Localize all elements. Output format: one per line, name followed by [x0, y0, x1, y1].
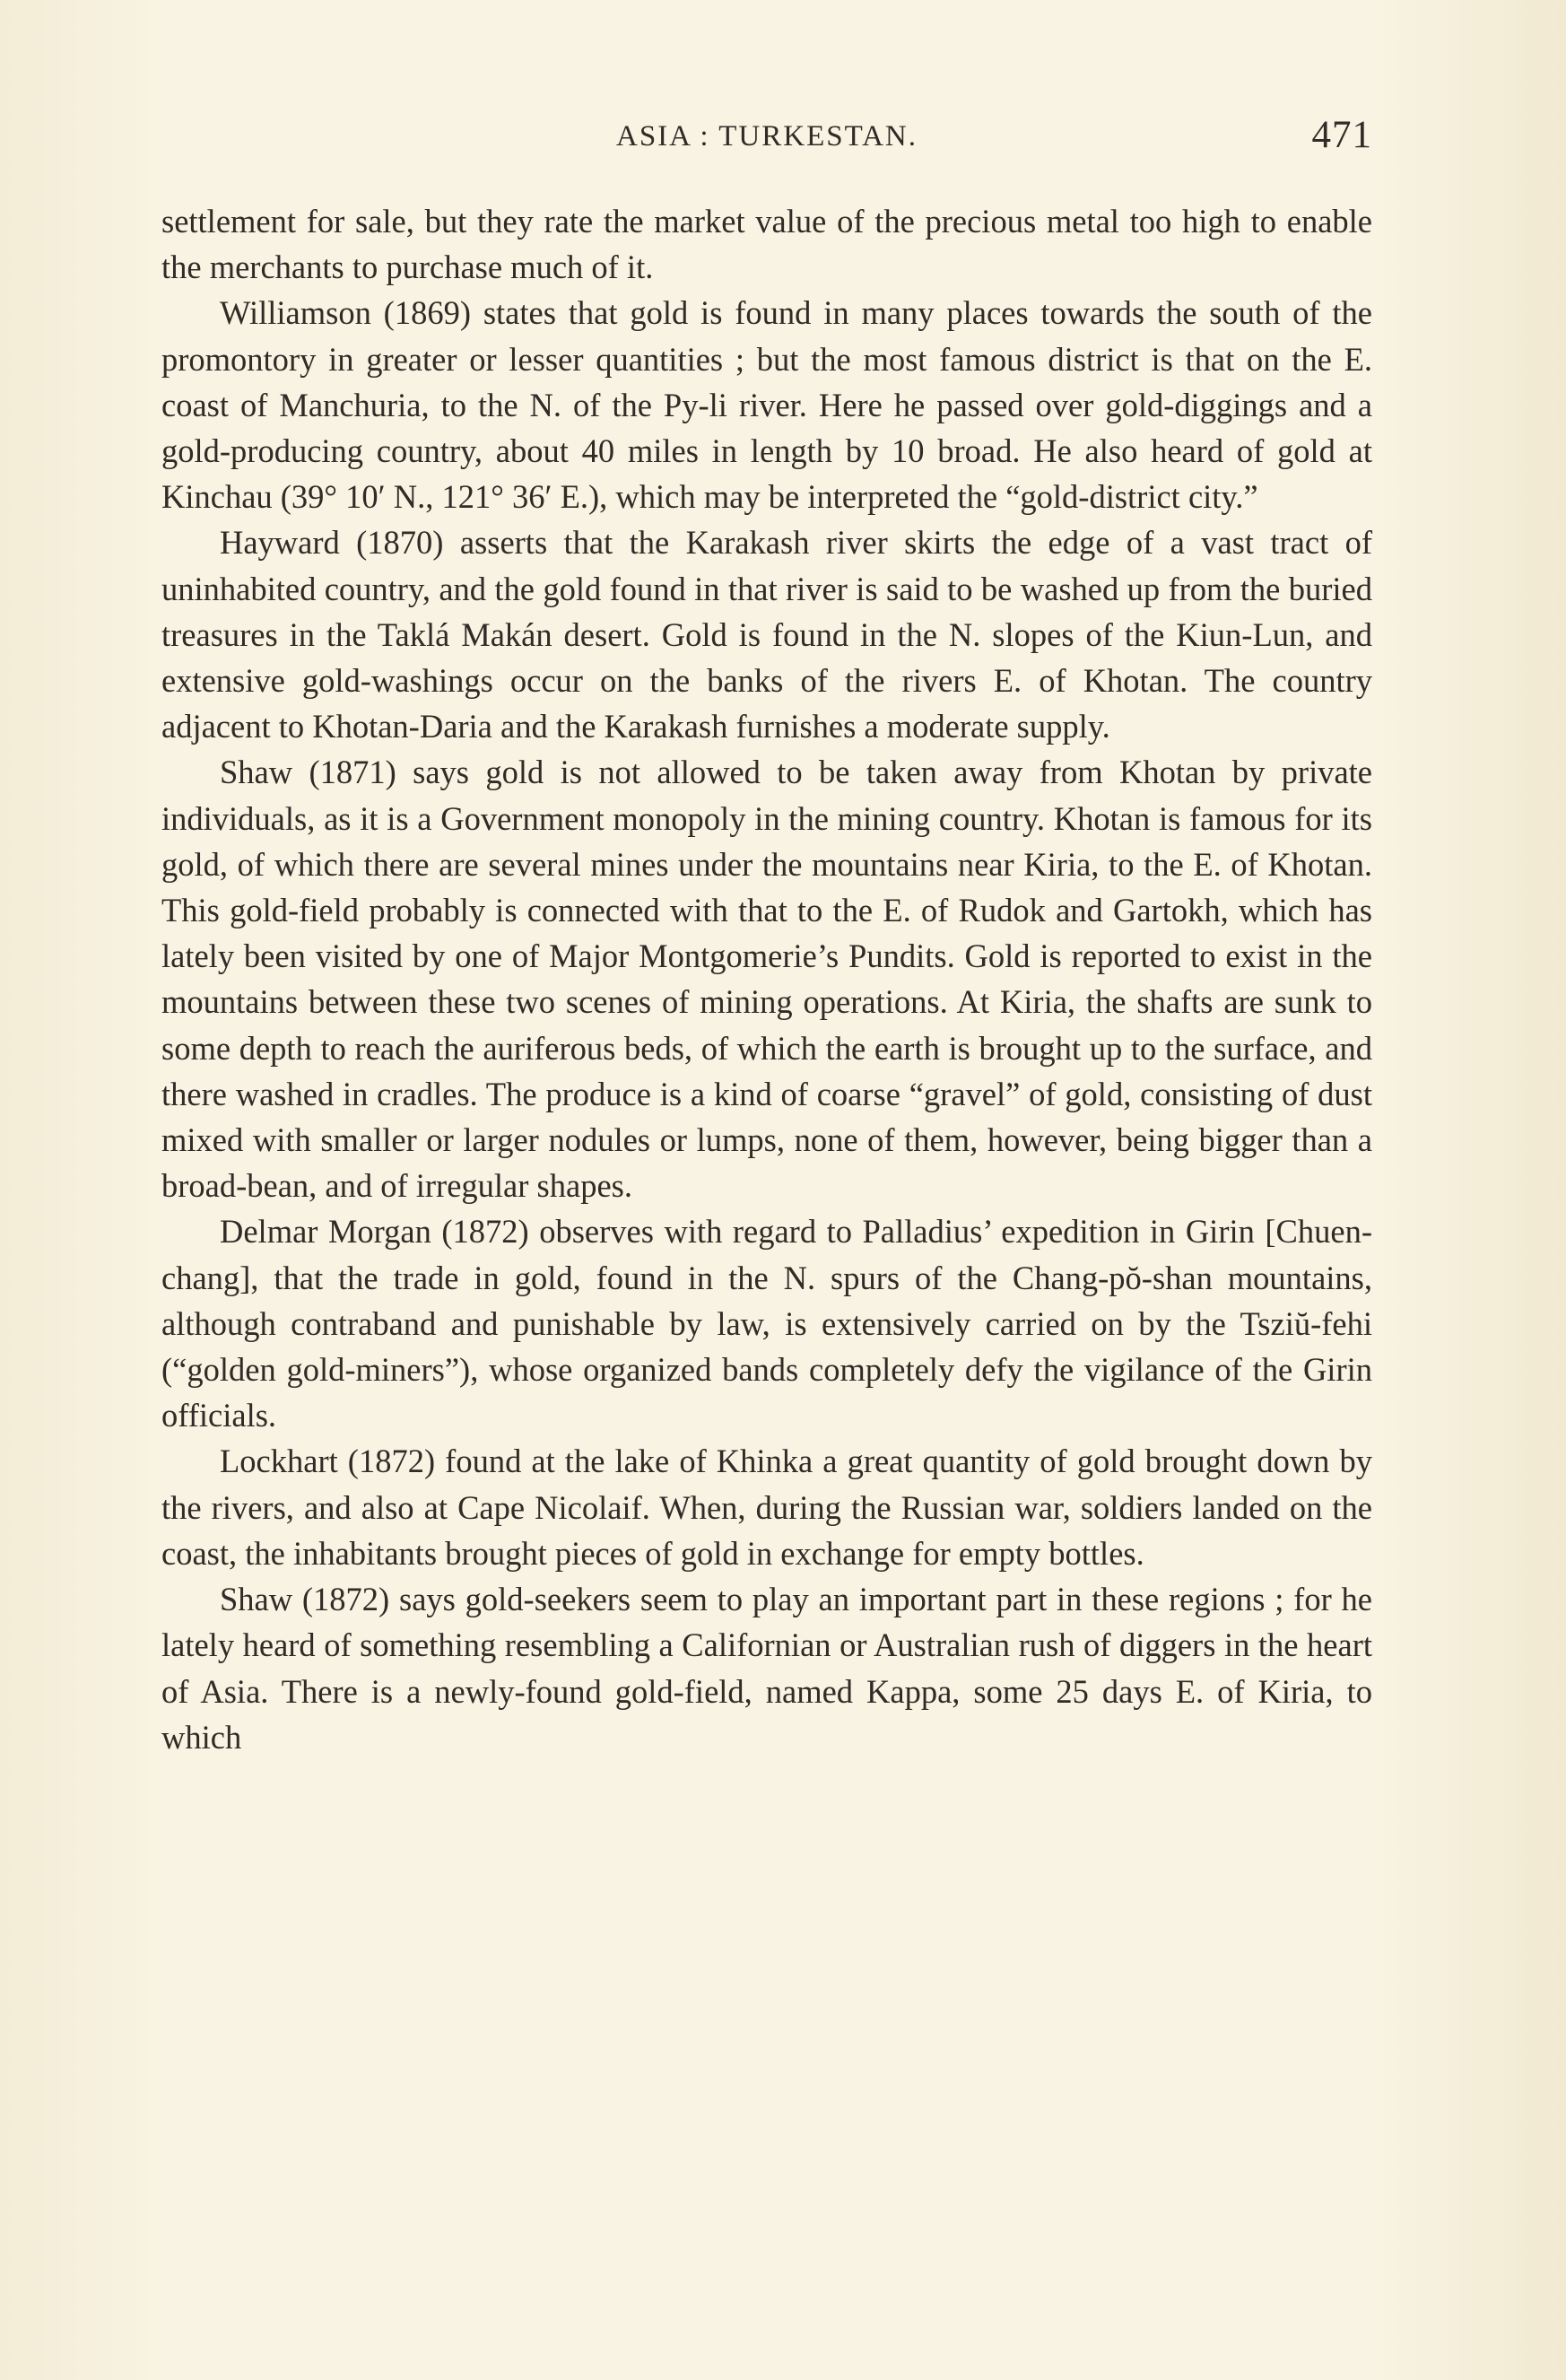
paragraph-shaw-1872: Shaw (1872) says gold-seekers seem to play an important part in these regions ; for he lately heard of something resembling a Californian or Australian rush of diggers in the heart of Asia. There is a newly-found gold-field, named Kappa, some 25 days E. of Kiria, to which	[161, 1581, 1372, 1756]
running-head	[161, 113, 1372, 167]
body-text	[161, 198, 1372, 1760]
running-title: ASIA : TURKESTAN.	[615, 120, 918, 153]
paragraph-williamson: Williamson (1869) states that gold is found in many places towards the south of the promontory in greater or lesser quantities ; but the most famous district is that on the E. coast of Manchuria, to the N. of the Py-li river. Here he passed over gold-diggings and a gold-producing country, about 40 miles in length by 10 broad. He also heard of gold at Kinchau (39° 10′ N., 121° 36′ E.), which may be interpreted the “gold-district city.”	[161, 294, 1372, 516]
paragraph-lockhart: Lockhart (1872) found at the lake of Khinka a great quantity of gold brought down by the rivers, and also at Cape Nicolaif. When, during the Russian war, soldiers landed on the coast, the inhabitants brought pieces of gold in exchange for empty bottles.	[161, 1443, 1372, 1572]
paragraph-continuation: settlement for sale, but they rate the market value of the precious metal too high to enable the merchants to purchase much of it.	[161, 203, 1372, 286]
page-number: 471	[1311, 114, 1372, 156]
paragraph-shaw-1871: Shaw (1871) says gold is not allowed to be taken away from Khotan by private individuals, as it is a Government monopoly in the mining country. Khotan is famous for its gold, of which there are several mines under the mountains near Kiria, to the E. of Khotan. This gold-field probably is connected with that to the E. of Rudok and Gartokh, which has lately been visited by one of Major Montgomerie’s Pundits. Gold is reported to exist in the mountains between these two scenes of mining operations. At Kiria, the shafts are sunk to some depth to reach the auriferous beds, of which the earth is brought up to the surface, and there washed in cradles. The produce is a kind of coarse “gravel” of gold, consisting of dust mixed with smaller or larger nodules or lumps, none of them, however, being bigger than a broad-bean, and of irregular shapes.	[161, 754, 1372, 1205]
paragraph-hayward: Hayward (1870) asserts that the Karakash river skirts the edge of a vast tract of uninhabited country, and the gold found in that river is said to be washed up from the buried treasures in the Taklá Makán desert. Gold is found in the N. slopes of the Kiun-Lun, and extensive gold-washings occur on the banks of the rivers E. of Khotan. The country adjacent to Khotan-Daria and the Karakash furnishes a moderate supply.	[161, 524, 1372, 745]
paragraph-delmar-morgan: Delmar Morgan (1872) observes with regard to Palladius’ expedition in Girin [Chuen-chang], that the trade in gold, found in the N. spurs of the Chang-pŏ-shan mountains, although contraband and punishable by law, is extensively carried on by the Tsziŭ-fehi (“golden gold-miners”), whose organized bands completely defy the vigilance of the Girin officials.	[161, 1213, 1372, 1434]
